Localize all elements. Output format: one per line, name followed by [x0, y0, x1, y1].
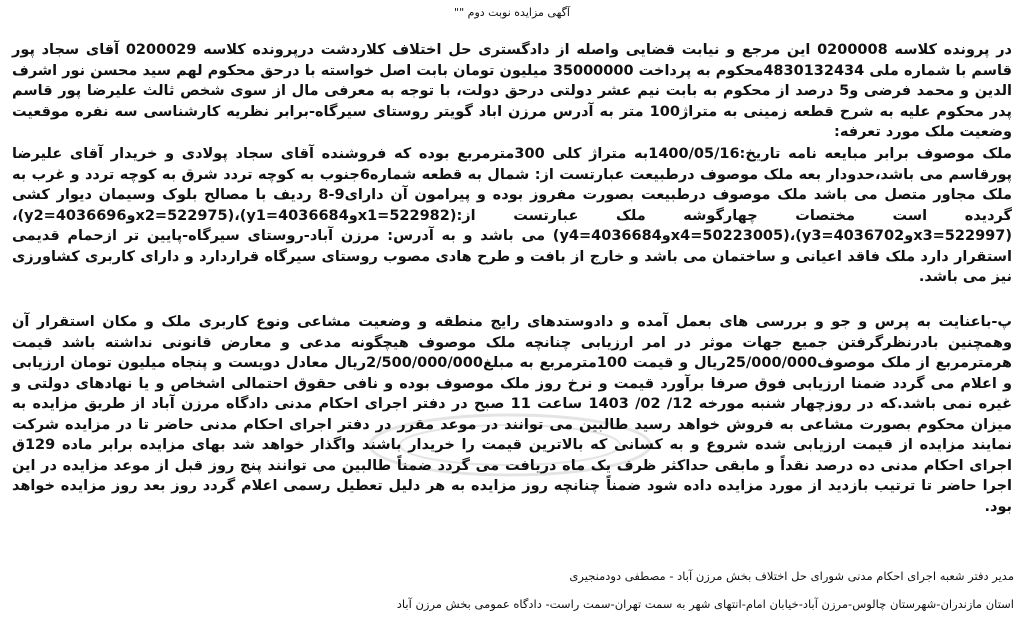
paragraph-valuation-and-auction: پ-باعنایت به پرس و جو و بررسی های بعمل آمده و دادوستدهای رایج منطقه و وضعیت مشاعی ونوع کاربری ملک و مکان استقرار آن وهمچنین بادرنظرگرفتن جمیع جهات موثر در امر ارزیابی چنانچه ملک موصوف هیچگونه مدعی و معارض قانونی نداشته باشد قیمت هرمترمربع از ملک موصوف25/000/000ریال و قیمت 100مترمربع به مبلغ2/500/000/000ریال معادل دویست و پنجاه میلیون تومان ارزیابی و اعلام می گردد ضمنا ارزیابی فوق صرفا برآورد قیمت و نرخ روز ملک موصوف بوده و نافی حقوق احتمالی اشخاص و یا نهادهای دولتی و غیره نمی باشد.که در روزچهار شنبه مورخه 12/ 02/ 1403 ساعت 11 صبح در دفتر اجرای احکام مدنی دادگاه مرزن آباد از طریق مزایده به میزان محکوم بصورت مشاعی به فروش خواهد رسید طالبین می توانند در موعد مقرر در دفتر اجرای احکام مدنی حاضر تا در مزایده شرکت نمایند مزایده از قیمت ارزیابی شده شروع و به کسانی که بالاترین قیمت را خریدار باشند واگذار خواهد شد بهای مزایده برابر ماده 129ق اجرای احکام مدنی ده درصد نقداً و مابقی حداکثر ظرف یک ماه دریافت می گردد ضمناً طالبین می توانند پنج روز قبل از موعد مزایده در این اجرا حاضر تا ترتیب بازدید از مورد مزایده داده شود ضمناً چنانچه روز مزایده به هر دلیل تعطیل رسمی اعلام گردد روز بعد روز مزایده خواهد بود.: [12, 314, 1012, 515]
notice-title: آگهی مزایده نوبت دوم "": [454, 6, 570, 19]
signature-line: مدیر دفتر شعبه اجرای احکام مدنی شورای حل اختلاف بخش مرزن آباد - مصطفی دودمنجیری: [569, 569, 1014, 583]
address-line: استان مازندران-شهرستان چالوس-مرزن آباد-خیابان امام-انتهای شهر به سمت تهران-سمت راست- دادگاه عمومی بخش مرزن آباد: [396, 597, 1014, 611]
paragraph-property-description: ملک موصوف برابر مبایعه نامه تاریخ:1400/05/16به متراژ کلی 300مترمربع بوده که فروشنده آقای سجاد پولادی و خریدار آقای علیرضا پورقاسم می باشد،حدودار بعه ملک موصوف درطبیعت عبارتست از: شمال به قطعه شماره6جنوب به کوچه تردد شرق به کوچه تردد و غرب به ملک مجاور متصل می باشد ملک موصوف درطبیعت بصورت مفروز بوده و پیرامون آن دارای9-8 ردیف با مصالح بلوک وسیمان دیوار کشی گردیده است مختصات چهارگوشه ملک عبارتست از:(x1=522982وy1=4036684)،(x2=522975وy2=4036696)،(x3=522997وy3=4036702)،(x4=50223005وy4=4036684) می باشد و به آدرس: مرزن آباد-روستای سیرگاه-پایین تر ازحمام قدیمی استقرار دارد ملک فاقد اعیانی و ساختمان می باشد و خارج از بافت و طرح هادی مصوب روستای سیرگاه قراردارد و دارای کاربری کشاورزی نیز می باشد.: [12, 146, 1012, 285]
paragraph-case-details: در پرونده کلاسه 0200008 این مرجع و نیابت قضایی واصله از دادگستری حل اختلاف کلاردشت درپرونده کلاسه 0200029 آقای سجاد پور قاسم با شماره ملی 4830132434محکوم به پرداخت 35000000 میلیون تومان بابت اصل خواسته با درحق محکوم لهم سید محسن نور اشرف الدین و محمد فرضی و5 درصد از محکوم به بابت نیم عشر دولتی درحق دولت، با توجه به معرفی مال از سوی شخص ثالث علیرضا پور قاسم پدر محکوم علیه به شرح قطعه زمینی به متراژ100 متر به آدرس مرزن اباد گویتر روستای سیرگاه-برابر نظریه کارشناسی سه نفره موقعیت وضعیت ملک مورد تعرفه:: [12, 42, 1012, 140]
